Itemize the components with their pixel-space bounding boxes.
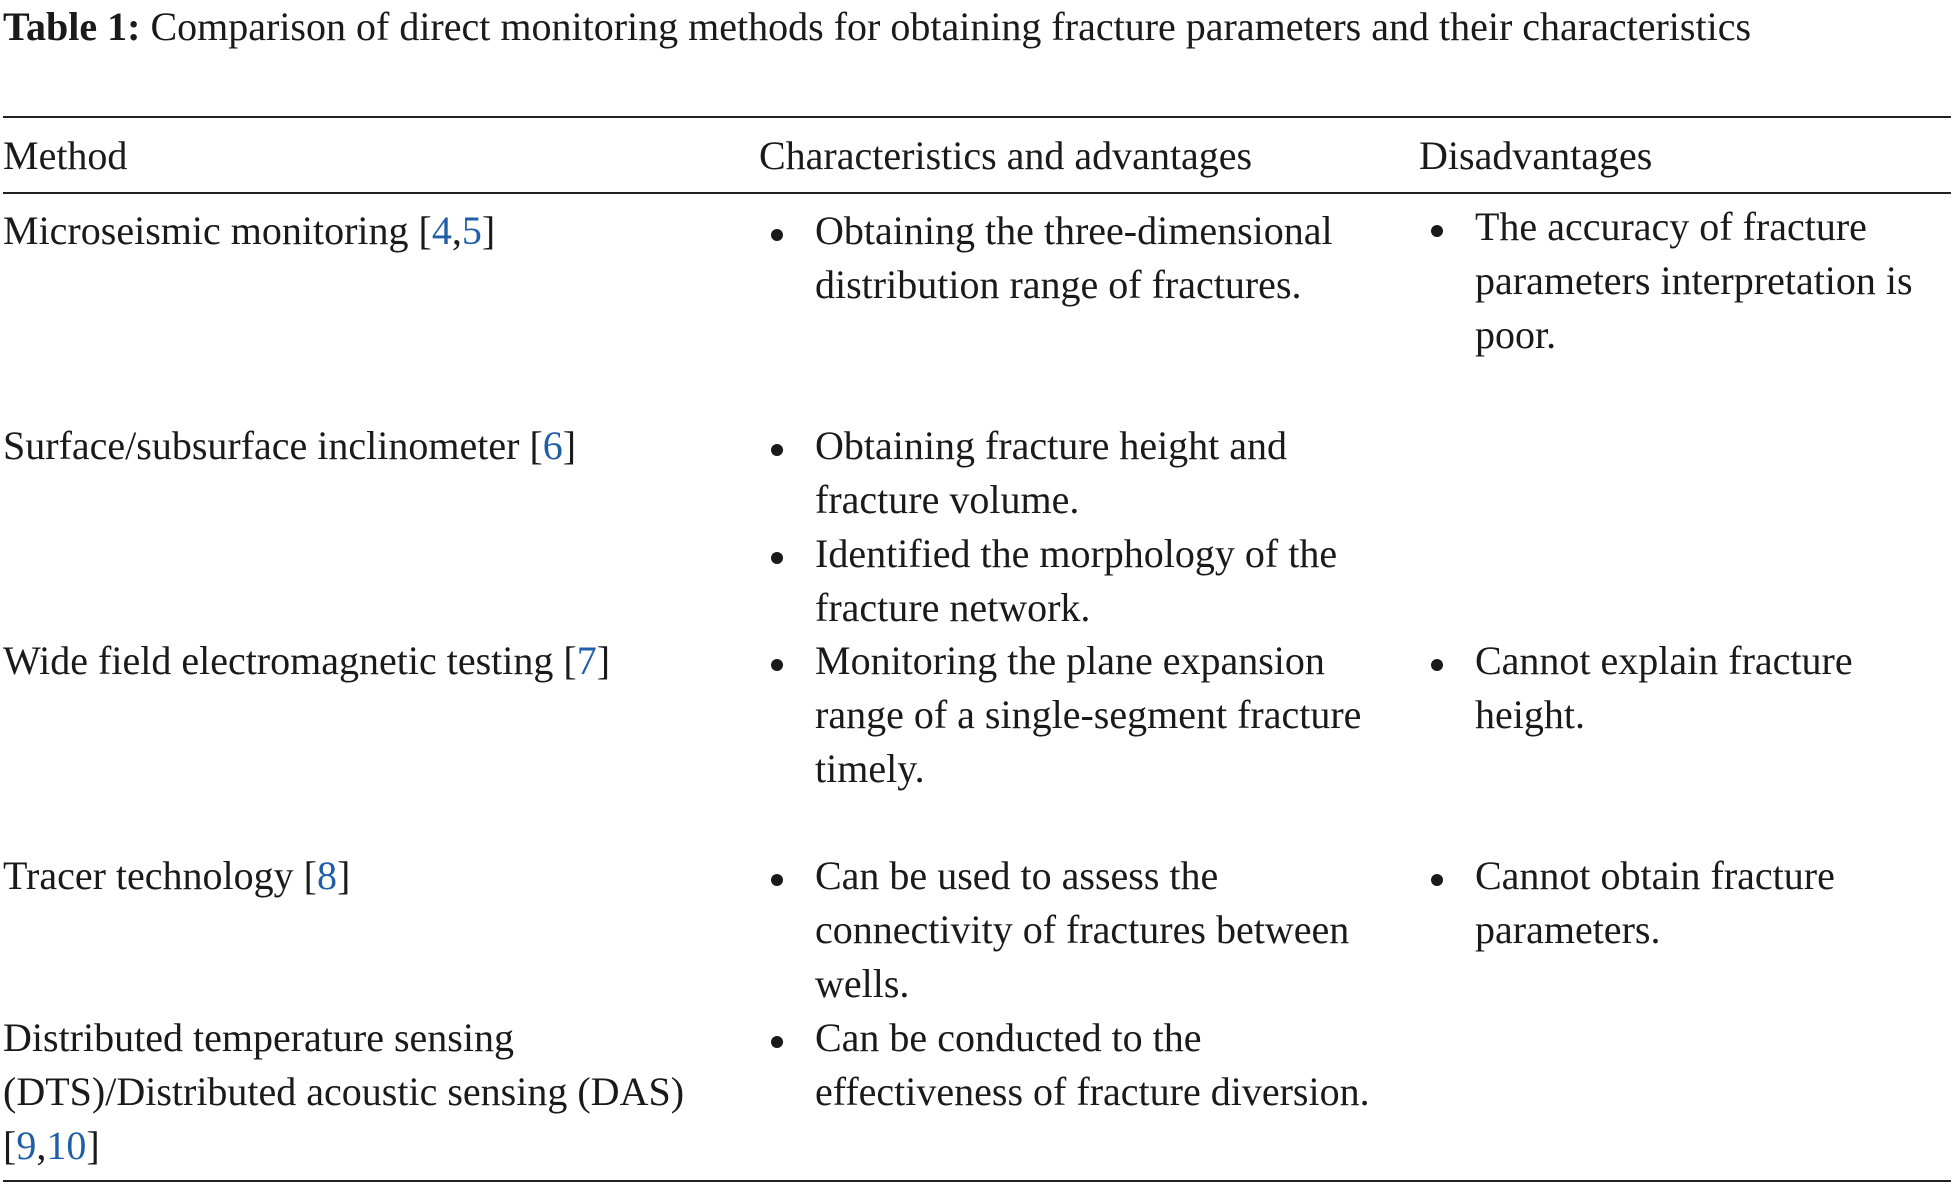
header-rule bbox=[3, 192, 1951, 194]
method-cell: Surface/subsurface inclinometer [6] bbox=[3, 423, 577, 468]
method-name: Microseismic monitoring bbox=[3, 208, 409, 253]
disadvantage-item: The accuracy of fracture parameters interpretation is poor. bbox=[1419, 200, 1951, 362]
table-figure bbox=[3, 0, 1951, 1168]
advantage-item: Identified the morphology of the fracture network. bbox=[759, 527, 1399, 635]
advantages-cell bbox=[759, 849, 1399, 1011]
table-caption bbox=[3, 0, 1951, 53]
advantage-item: Can be conducted to the effectiveness of fracture diversion. bbox=[759, 1011, 1399, 1119]
header-disadvantages: Disadvantages bbox=[1419, 133, 1653, 178]
method-name: Distributed temperature sensing (DTS)/Distributed acoustic sensing (DAS) bbox=[3, 1015, 685, 1114]
disadvantages-cell bbox=[1419, 200, 1951, 362]
citation-link[interactable]: 4 bbox=[431, 208, 452, 253]
disadvantage-item: Cannot explain fracture height. bbox=[1419, 634, 1951, 742]
citation-link[interactable]: 10 bbox=[46, 1123, 87, 1168]
advantages-cell bbox=[759, 1011, 1399, 1119]
header-method: Method bbox=[3, 133, 128, 178]
advantages-cell bbox=[759, 634, 1399, 796]
header-advantages: Characteristics and advantages bbox=[759, 133, 1253, 178]
advantage-item: Monitoring the plane expansion range of a single-segment fracture timely. bbox=[759, 634, 1399, 796]
bottom-rule bbox=[3, 1180, 1951, 1182]
citation-link[interactable]: 7 bbox=[576, 638, 597, 683]
advantage-item: Obtaining fracture height and fracture volume. bbox=[759, 419, 1399, 527]
method-cell: Wide field electromagnetic testing [7] bbox=[3, 638, 611, 683]
method-name: Wide field electromagnetic testing bbox=[3, 638, 554, 683]
method-cell: Distributed temperature sensing (DTS)/Distributed acoustic sensing (DAS) [9,10] bbox=[3, 1015, 685, 1168]
method-name: Surface/subsurface inclinometer bbox=[3, 423, 520, 468]
method-cell: Tracer technology [8] bbox=[3, 853, 351, 898]
advantages-cell bbox=[759, 204, 1399, 312]
citation-link[interactable]: 9 bbox=[16, 1123, 37, 1168]
disadvantages-cell bbox=[1419, 849, 1951, 957]
disadvantage-item: Cannot obtain fracture parameters. bbox=[1419, 849, 1951, 957]
top-rule bbox=[3, 116, 1951, 118]
citation-link[interactable]: 6 bbox=[542, 423, 563, 468]
caption-label: Table 1: bbox=[3, 4, 141, 49]
advantage-item: Obtaining the three-dimensional distribution range of fractures. bbox=[759, 204, 1399, 312]
citation-link[interactable]: 5 bbox=[461, 208, 482, 253]
disadvantages-cell bbox=[1419, 634, 1951, 742]
advantages-cell bbox=[759, 419, 1399, 635]
method-cell: Microseismic monitoring [4,5] bbox=[3, 208, 496, 253]
citation-link[interactable]: 8 bbox=[317, 853, 337, 898]
method-name: Tracer technology bbox=[3, 853, 294, 898]
caption-text: Comparison of direct monitoring methods for obtaining fracture parameters and their characteristics bbox=[150, 4, 1752, 49]
advantage-item: Can be used to assess the connectivity of fractures between wells. bbox=[759, 849, 1399, 1011]
